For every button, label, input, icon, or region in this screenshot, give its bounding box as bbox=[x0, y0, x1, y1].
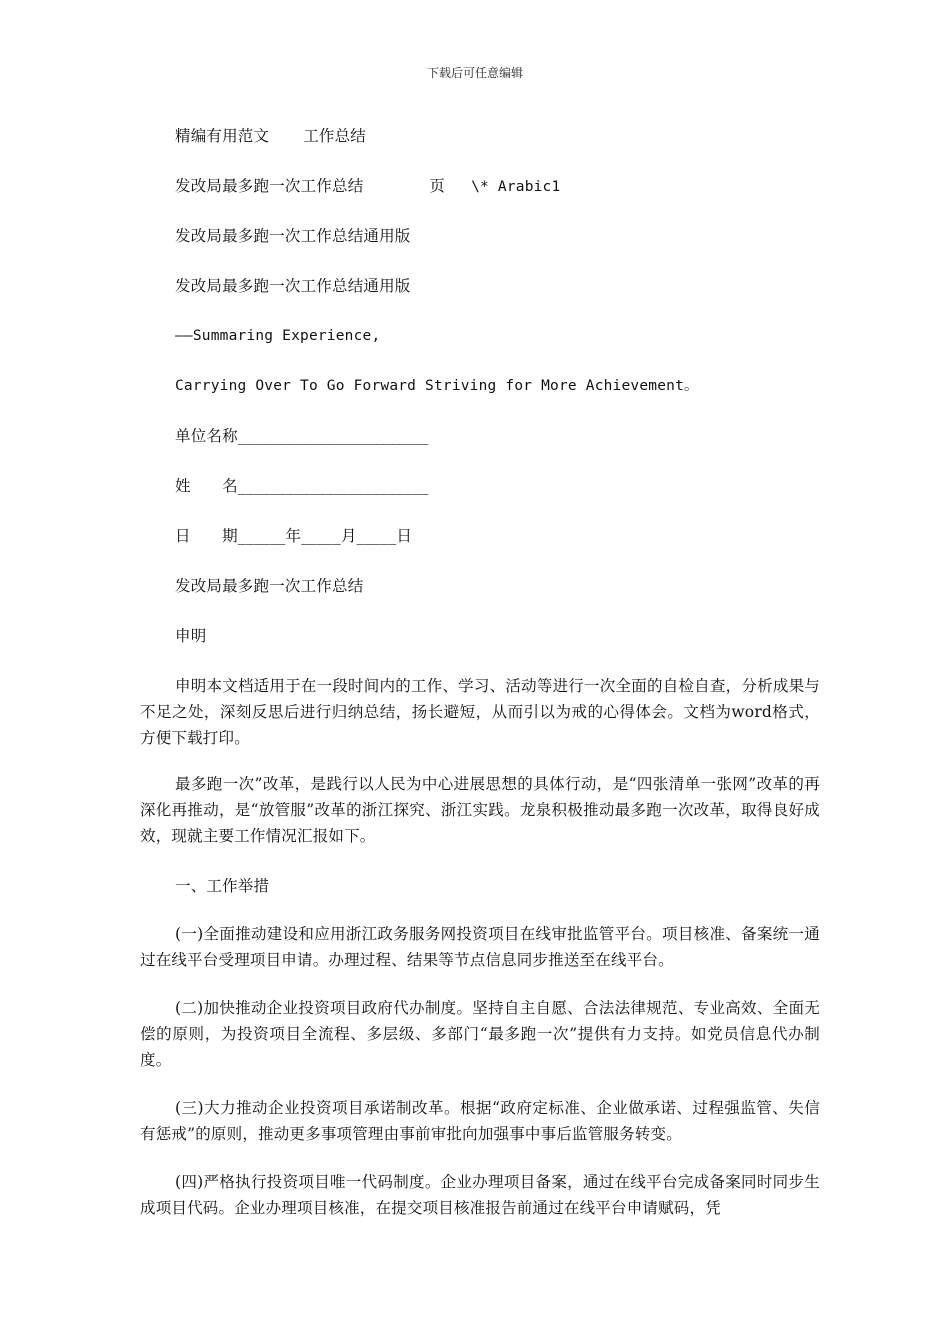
unit-name-field: 单位名称________________________ bbox=[175, 427, 429, 445]
page-header-note: 下载后可任意编辑 bbox=[426, 66, 523, 80]
doc-title-line-1: 发改局最多跑一次工作总结通用版 bbox=[175, 227, 411, 245]
doc-line-1 bbox=[175, 125, 366, 147]
section-heading-1: 一、工作举措 bbox=[175, 877, 270, 895]
doc-category: 工作总结 bbox=[303, 127, 367, 145]
doc-title-line-2: 发改局最多跑一次工作总结通用版 bbox=[175, 277, 411, 295]
doc-label: 精编有用范文 bbox=[175, 127, 270, 145]
section-title: 发改局最多跑一次工作总结 bbox=[175, 577, 364, 595]
statement-paragraph: 申明本文档适用于在一段时间内的工作、学习、活动等进行一次全面的自检自查，分析成果与不足之处，深刻反思后进行归纳总结，扬长避短，从而引以为戒的心得体会。文档为word格式，方便下载打印。 bbox=[140, 677, 820, 747]
page-field-code: \* Arabic1 bbox=[471, 179, 561, 195]
measure-paragraph-4: (四)严格执行投资项目唯一代码制度。企业办理项目备案，通过在线平台完成备案同时同步生成项目代码。企业办理项目核准，在提交项目核准报告前通过在线平台申请赋码，凭 bbox=[140, 1173, 820, 1217]
statement-heading: 申明 bbox=[175, 627, 207, 645]
person-name-field: 姓 名________________________ bbox=[175, 477, 429, 495]
intro-paragraph: 最多跑一次”改革，是践行以人民为中心进展思想的具体行动，是“四张清单一张网”改革的再深化再推动，是“放管服”改革的浙江探究、浙江实践。龙泉积极推动最多跑一次改革，取得良好成效，现就主要工作情况汇报如下。 bbox=[140, 775, 820, 845]
measure-paragraph-3: (三)大力推动企业投资项目承诺制改革。根据“政府定标准、企业做承诺、过程强监管、失信有惩戒”的原则，推动更多事项管理由事前审批向加强事中事后监管服务转变。 bbox=[140, 1099, 820, 1143]
doc-line-2 bbox=[175, 175, 560, 198]
english-subtitle-1: ——Summaring Experience, bbox=[175, 328, 381, 344]
english-subtitle-2: Carrying Over To Go Forward Striving for More Achievement。 bbox=[175, 378, 699, 394]
date-field: 日 期______年_____月_____日 bbox=[175, 527, 413, 545]
running-title: 发改局最多跑一次工作总结 bbox=[175, 177, 364, 195]
measure-paragraph-1: (一)全面推动建设和应用浙江政务服务网投资项目在线审批监管平台。项目核准、备案统一通过在线平台受理项目申请。办理过程、结果等节点信息同步推送至在线平台。 bbox=[140, 925, 820, 969]
measure-paragraph-2: (二)加快推动企业投资项目政府代办制度。坚持自主自愿、合法法律规范、专业高效、全面无偿的原则，为投资项目全流程、多层级、多部门“最多跑一次”提供有力支持。如党员信息代办制度。 bbox=[140, 999, 820, 1069]
page-field-label: 页 bbox=[429, 177, 446, 195]
